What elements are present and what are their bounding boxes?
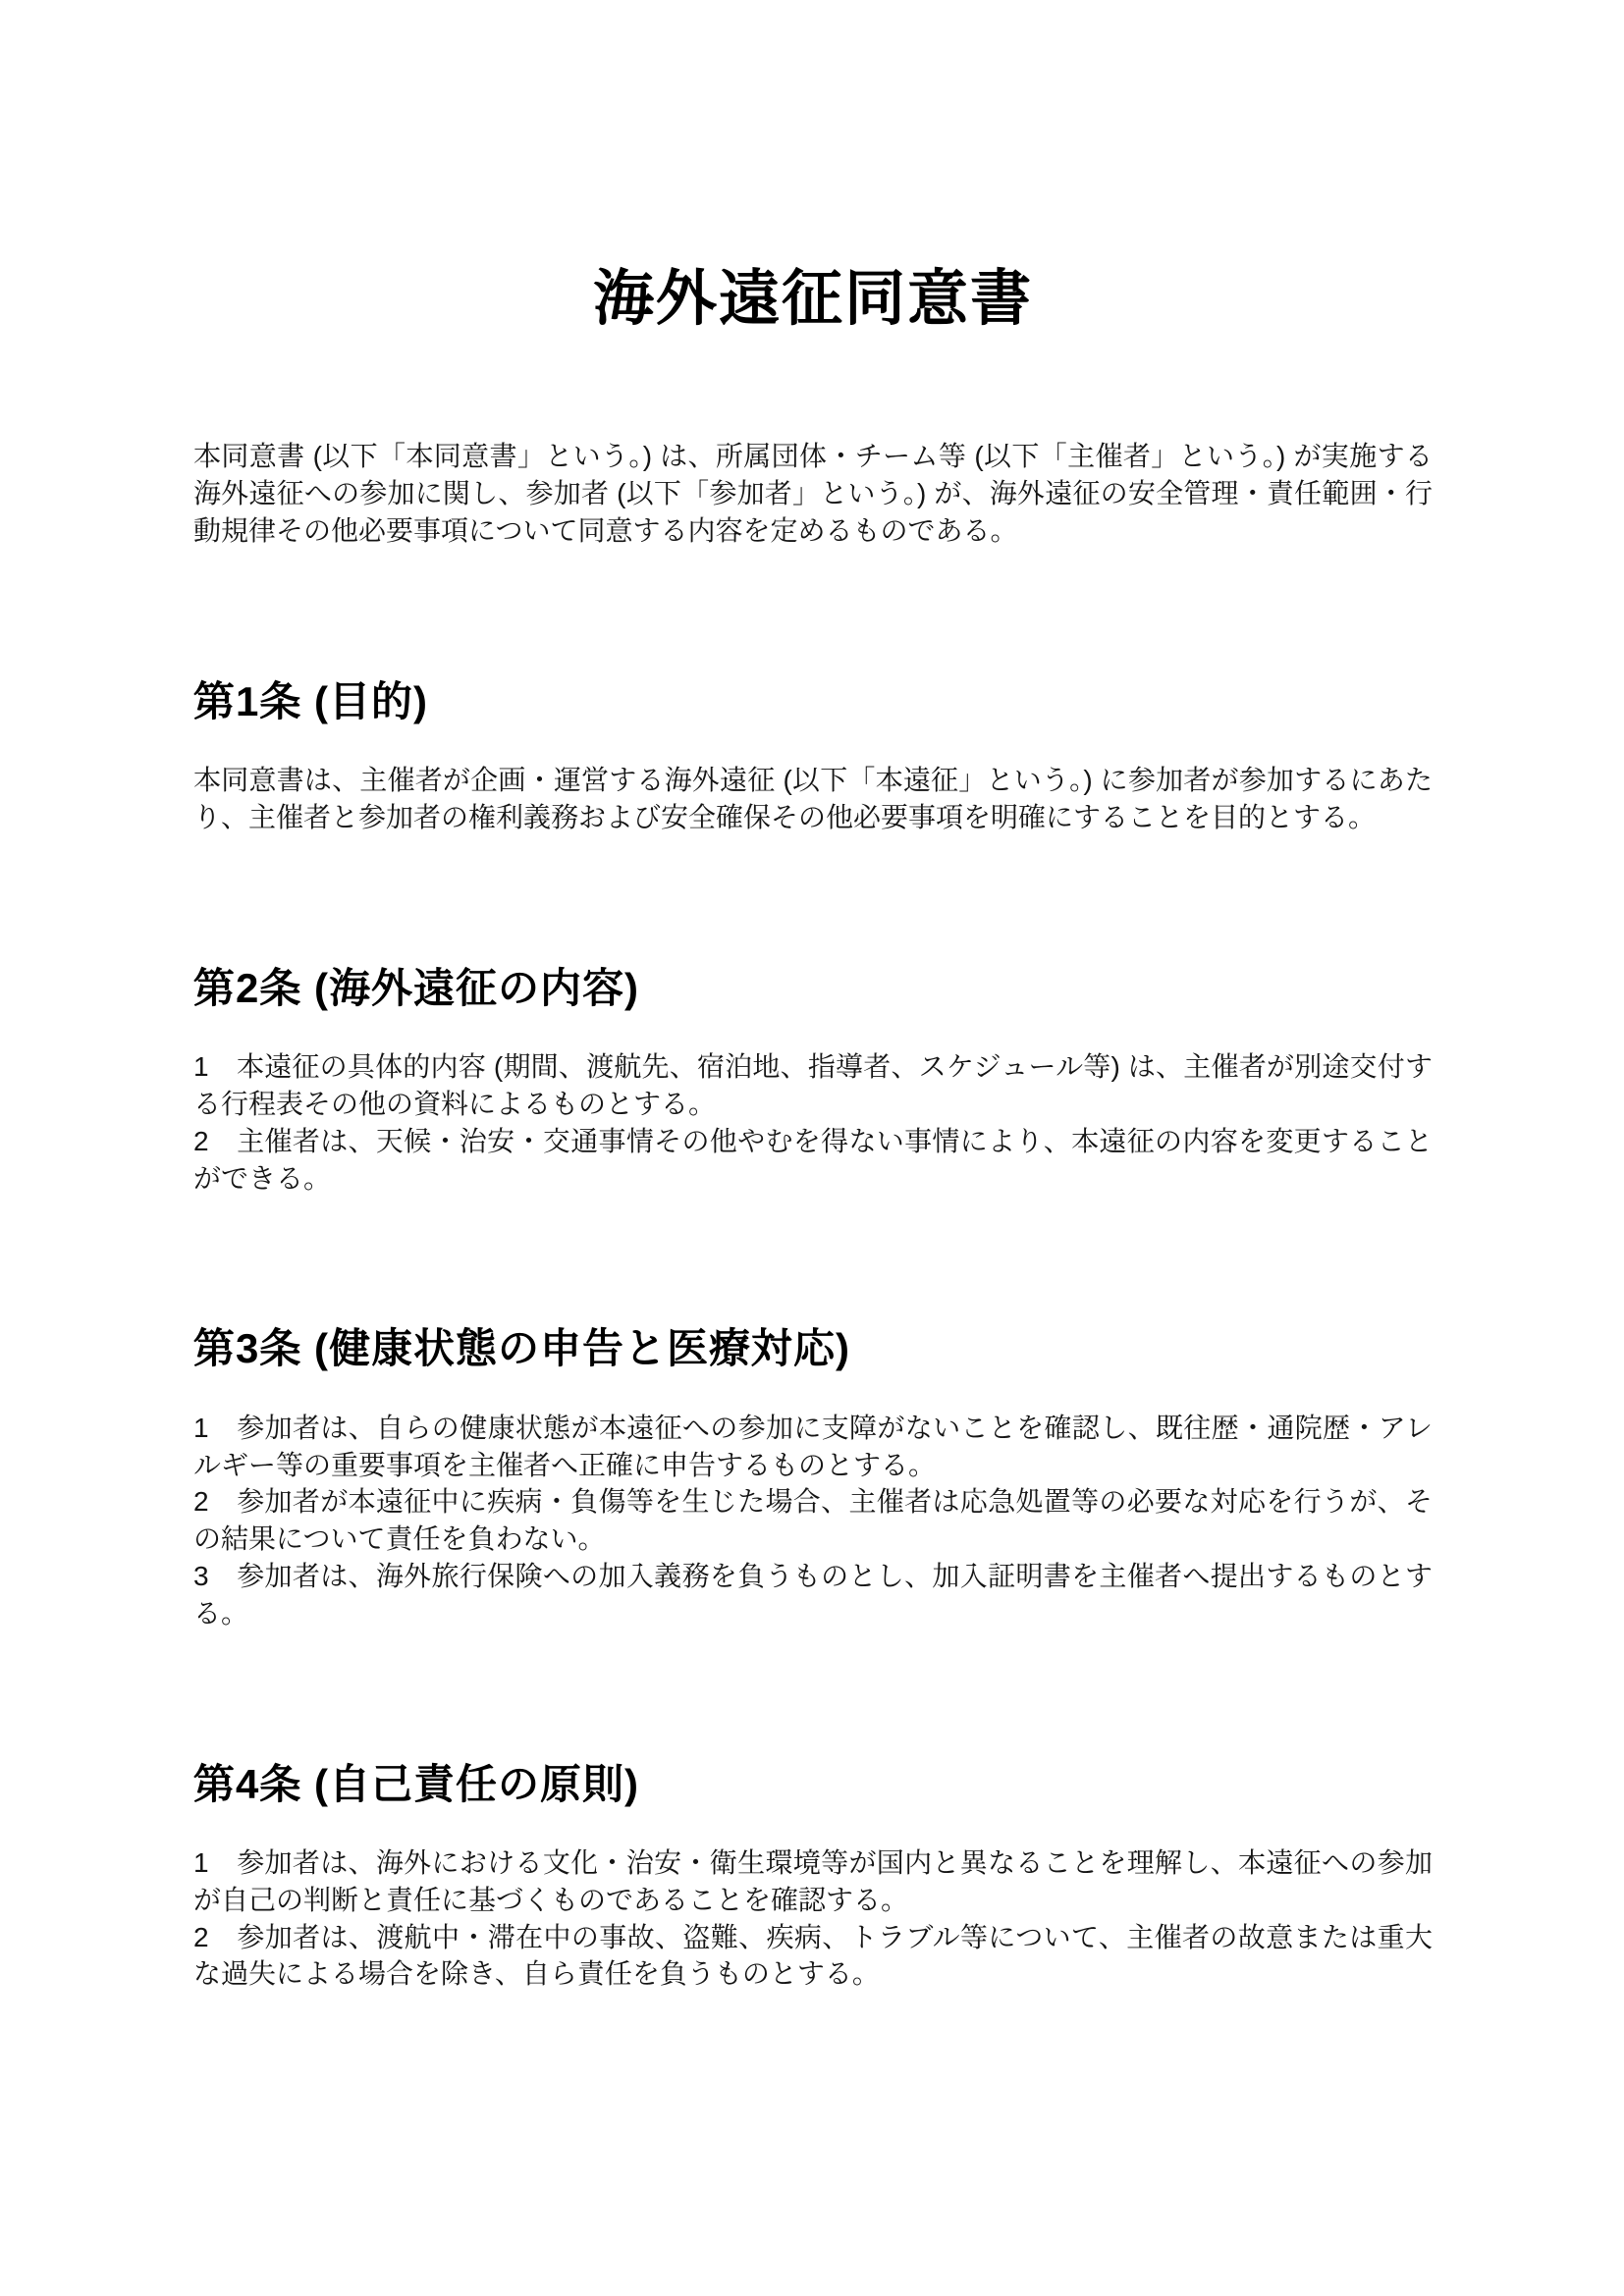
article-4-heading: 第4条 (自己責任の原則) <box>193 1760 640 1807</box>
article-section-4 <box>193 1760 1433 1994</box>
article-item: 1 本遠征の具体的内容 (期間、渡航先、宿泊地、指導者、スケジュール等) は、主催者が別途交付する行程表その他の資料によるものとする。 <box>193 1051 1433 1119</box>
article-4-body <box>193 1844 1433 1993</box>
intro-paragraph: 本同意書 (以下「本同意書」という。) は、所属団体・チーム等 (以下「主催者」という。) が実施する海外遠征への参加に関し、参加者 (以下「参加者」という。) が、海外遠征の安全管理・責任範囲・行動規律その他必要事項について同意する内容を定めるものである。 <box>193 441 1433 546</box>
article-item: 1 参加者は、海外における文化・治安・衛生環境等が国内と異なることを理解し、本遠征への参加が自己の判断と責任に基づくものであることを確認する。 <box>193 1846 1433 1915</box>
article-2-body <box>193 1048 1433 1197</box>
article-section-1 <box>193 677 1433 836</box>
article-section-2 <box>193 964 1433 1198</box>
article-3-heading: 第3条 (健康状態の申告と医療対応) <box>193 1325 851 1372</box>
article-1-body <box>193 762 1433 836</box>
article-3-body <box>193 1410 1433 1632</box>
article-item: 3 参加者は、海外旅行保険への加入義務を負うものとし、加入証明書を主催者へ提出するものとする。 <box>193 1560 1433 1629</box>
article-item: 2 参加者が本遠征中に疾病・負傷等を生じた場合、主催者は応急処置等の必要な対応を行うが、その結果について責任を負わない。 <box>193 1486 1433 1555</box>
article-section-3 <box>193 1324 1433 1631</box>
article-item: 1 参加者は、自らの健康状態が本遠征への参加に支障がないことを確認し、既往歴・通院歴・アレルギー等の重要事項を主催者へ正確に申告するものとする。 <box>193 1412 1433 1480</box>
article-1-heading: 第1条 (目的) <box>193 677 429 724</box>
article-item: 2 参加者は、渡航中・滞在中の事故、盗難、疾病、トラブル等について、主催者の故意または重大な過失による場合を除き、自ら責任を負うものとする。 <box>193 1921 1433 1990</box>
document-title: 海外遠征同意書 <box>592 265 1033 333</box>
article-item: 本同意書は、主催者が企画・運営する海外遠征 (以下「本遠征」という。) に参加者が参加するにあたり、主催者と参加者の権利義務および安全確保その他必要事項を明確にすることを目的とする。 <box>193 765 1433 832</box>
article-2-heading: 第2条 (海外遠征の内容) <box>193 964 640 1011</box>
article-item: 2 主催者は、天候・治安・交通事情その他やむを得ない事情により、本遠征の内容を変更することができる。 <box>193 1125 1433 1194</box>
